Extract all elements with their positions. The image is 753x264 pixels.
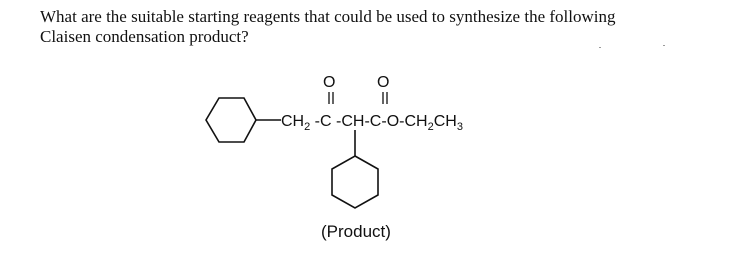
ch2-subscript: 2 <box>304 121 311 133</box>
oxygen-atom-left: O <box>323 74 336 91</box>
ethyl-subscript-2: 2 <box>427 121 434 133</box>
question-line-1: What are the suitable starting reagents that could be used to synthesize the following <box>40 7 616 26</box>
oxygen-atom-right: O <box>377 74 390 91</box>
ethyl-subscript-3: 3 <box>456 121 463 133</box>
ch2-group: CH <box>281 113 305 130</box>
chain-link-1: - <box>310 113 321 130</box>
chain-link-2: -CH- <box>331 113 370 130</box>
product-caption: (Product) <box>321 222 391 241</box>
question-line-2: Claisen condensation product? <box>40 27 249 46</box>
carbonyl-carbon-right: C <box>369 113 382 130</box>
chain-formula <box>281 113 463 133</box>
cyclohexane-ring-left <box>206 98 256 142</box>
carbonyl-carbon-left: C <box>320 113 332 130</box>
chain-link-3: -O-CH <box>381 113 428 130</box>
ethyl-ch: CH <box>433 113 457 130</box>
cyclohexane-ring-bottom <box>332 156 378 208</box>
